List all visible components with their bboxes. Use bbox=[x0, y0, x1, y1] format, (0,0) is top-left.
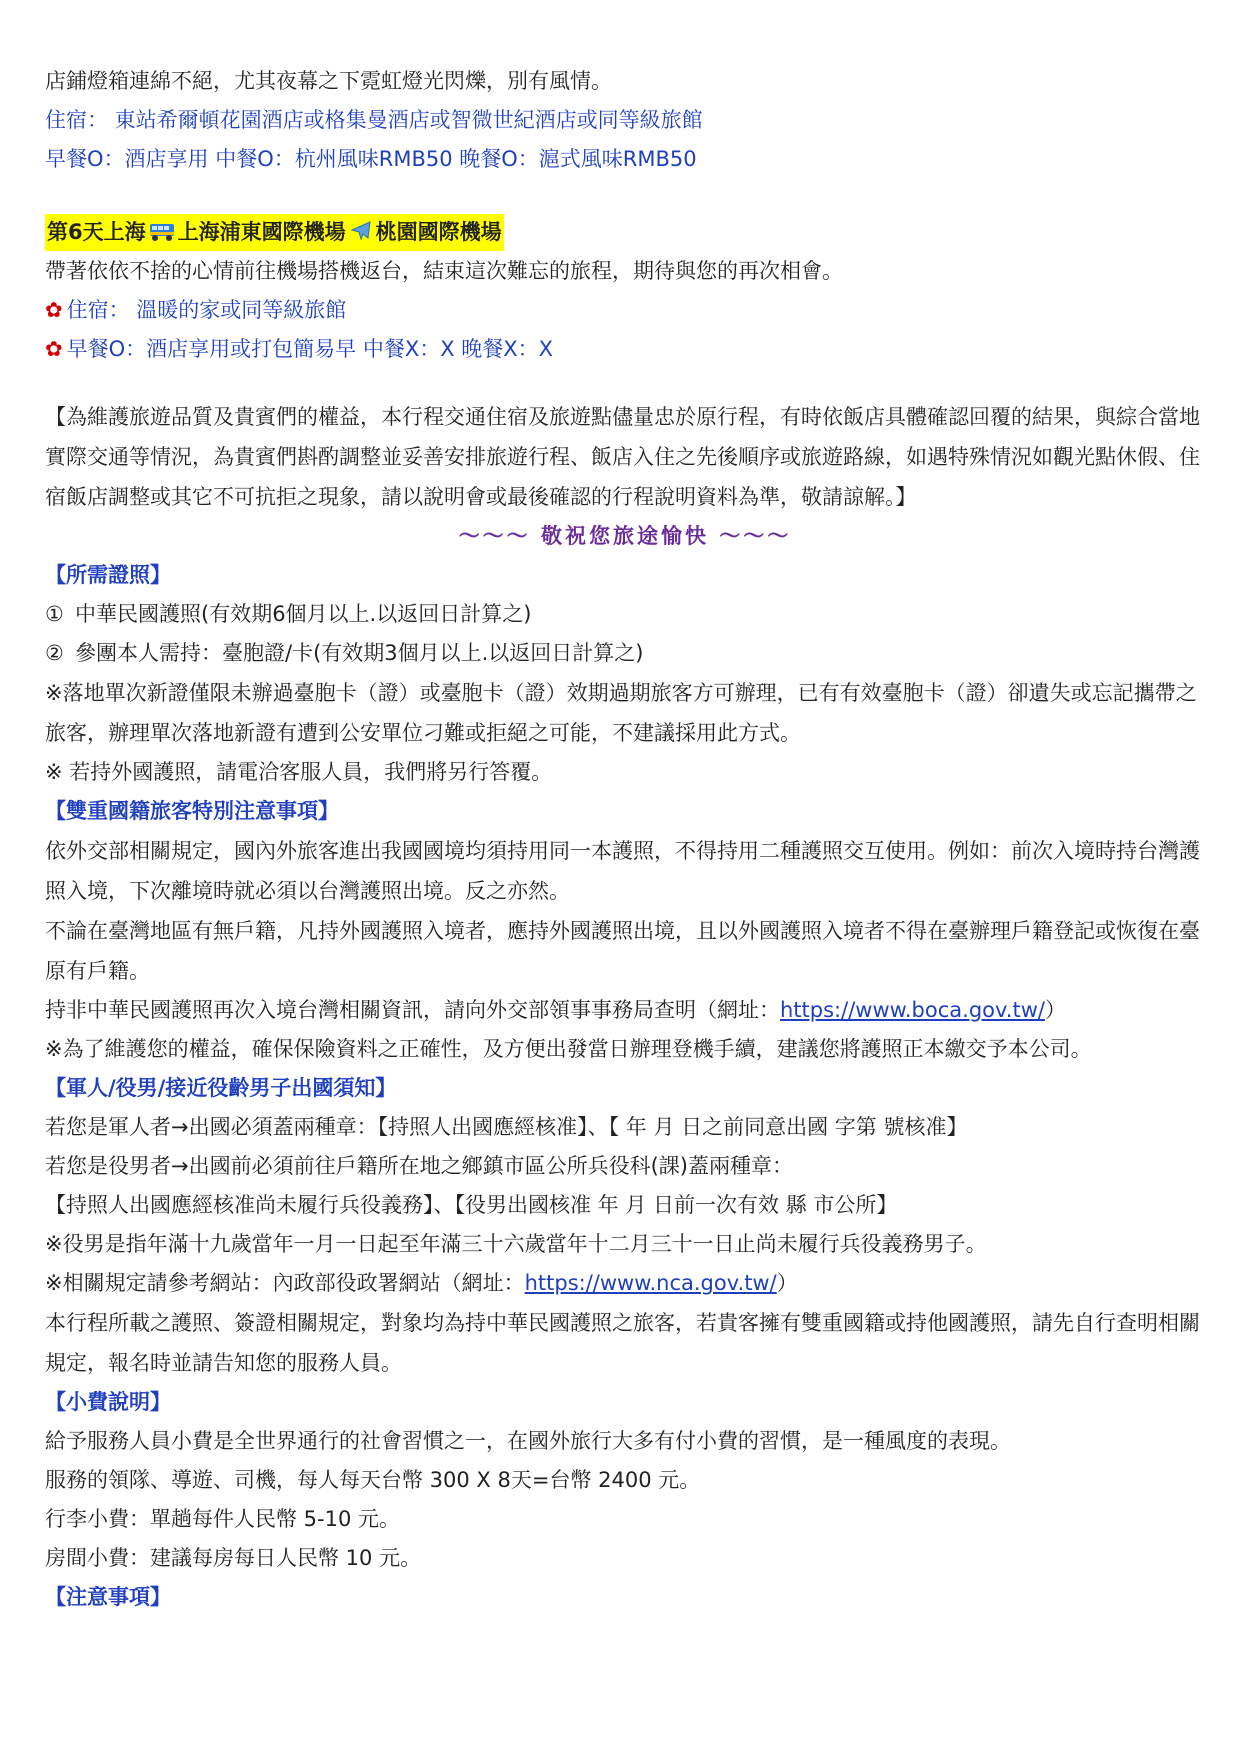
item-number: ① bbox=[45, 602, 64, 626]
day5-description: 店鋪燈箱連綿不絕，尤其夜幕之下霓虹燈光閃爍，別有風情。 bbox=[45, 69, 612, 93]
item-text: 中華民國護照(有效期6個月以上.以返回日計算之) bbox=[75, 602, 532, 626]
dual-paragraph-1: 依外交部相關規定，國內外旅客進出我國國境均須持用同一本護照，不得持用二種護照交互使用。例如：前次入境時持台灣護照入境，下次離境時就必須以台灣護照出境。反之亦然。 bbox=[45, 839, 1200, 903]
day6-title bbox=[45, 214, 504, 251]
tips-line-1: 給予服務人員小費是全世界通行的社會習慣之一，在國外旅行大多有付小費的習慣，是一種風度的表現。 bbox=[45, 1429, 1011, 1453]
documents-item-2 bbox=[45, 634, 1205, 673]
day5-lodging: 住宿： 東站希爾頓花園酒店或格集曼酒店或智微世紀酒店或同等級旅館 bbox=[45, 108, 703, 132]
dual-paragraph-2: 不論在臺灣地區有無戶籍，凡持外國護照入境者，應持外國護照出境，且以外國護照入境者不得在臺辦理戶籍登記或恢復在臺原有戶籍。 bbox=[45, 919, 1200, 983]
bus-icon bbox=[149, 222, 175, 242]
dual-heading: 【雙重國籍旅客特別注意事項】 bbox=[45, 799, 339, 823]
nca-link[interactable]: https://www.nca.gov.tw/ bbox=[524, 1271, 777, 1295]
item-number: ② bbox=[45, 641, 64, 665]
day6-lodging: 住宿： 溫暖的家或同等級旅館 bbox=[66, 298, 347, 322]
airplane-icon bbox=[349, 219, 373, 243]
tips-line-4: 房間小費：建議每房每日人民幣 10 元。 bbox=[45, 1546, 422, 1570]
day6-meals: 早餐O：酒店享用或打包簡易早 中餐X：X 晚餐X：X bbox=[66, 337, 554, 361]
documents-note-2: ※ 若持外國護照，請電洽客服人員，我們將另行答覆。 bbox=[45, 760, 553, 784]
item-text: 參團本人需持：臺胞證/卡(有效期3個月以上.以返回日計算之) bbox=[75, 641, 644, 665]
tips-heading: 【小費說明】 bbox=[45, 1390, 171, 1414]
document-page bbox=[45, 62, 1205, 1617]
military-heading: 【軍人/役男/接近役齡男子出國須知】 bbox=[45, 1076, 397, 1100]
day6-title-part1: 第6天上海 bbox=[47, 220, 146, 244]
military-line-1: 若您是軍人者→出國必須蓋兩種章：【持照人出國應經核准】、【 年 月 日之前同意出國 字第 號核准】 bbox=[45, 1115, 968, 1139]
day6-title-part3: 桃園國際機場 bbox=[375, 220, 502, 244]
text: ※相關規定請參考網站：內政部役政署網站（網址： bbox=[45, 1271, 525, 1295]
documents-item-1 bbox=[45, 595, 1205, 634]
spacer bbox=[45, 179, 1205, 213]
day6-title-row bbox=[45, 213, 1205, 252]
dual-paragraph-4: ※為了維護您的權益，確保保險資料之正確性，及方便出發當日辦理登機手續，建議您將護照正本繳交予本公司。 bbox=[45, 1037, 1092, 1061]
day6-title-part2: 上海浦東國際機場 bbox=[177, 220, 346, 244]
tips-line-3: 行李小費：單趟每件人民幣 5-10 元。 bbox=[45, 1507, 401, 1531]
day6-lodging-row bbox=[45, 291, 1205, 330]
military-line-3: 【持照人出國應經核准尚未履行兵役義務】、【役男出國核准 年 月 日前一次有效 縣 市公所】 bbox=[45, 1193, 898, 1217]
documents-note-1: ※落地單次新證僅限未辦過臺胞卡（證）或臺胞卡（證）效期過期旅客方可辦理，已有有效臺胞卡（證）卻遺失或忘記攜帶之旅客，辦理單次落地新證有遭到公安單位刁難或拒絕之可能，不建議採用此方式。 bbox=[45, 681, 1197, 745]
military-line-6: 本行程所載之護照、簽證相關規定，對象均為持中華民國護照之旅客，若貴客擁有雙重國籍或持他國護照，請先自行查明相關規定，報名時並請告知您的服務人員。 bbox=[45, 1311, 1200, 1375]
day5-meals: 早餐O：酒店享用 中餐O：杭州風味RMB50 晚餐O：滬式風味RMB50 bbox=[45, 147, 697, 171]
notice-text: 【為維護旅遊品質及貴賓們的權益，本行程交通住宿及旅遊點儘量忠於原行程，有時依飯店具體確認回覆的結果，與綜合當地實際交通等情況，為貴賓們斟酌調整並妥善安排旅遊行程、飯店入住之先後順序或旅遊路線，如遇特殊情況如觀光點休假、住宿飯店調整或其它不可抗拒之現象，請以說明會或最後確認的行程說明資料為準，敬請諒解。】 bbox=[45, 405, 1200, 509]
flower-icon: ✿ bbox=[45, 337, 63, 361]
spacer bbox=[45, 369, 1205, 397]
text: ） bbox=[1044, 998, 1066, 1022]
documents-heading: 【所需證照】 bbox=[45, 563, 171, 587]
flower-icon: ✿ bbox=[45, 298, 63, 322]
day6-description: 帶著依依不捨的心情前往機場搭機返台，結束這次難忘的旅程，期待與您的再次相會。 bbox=[45, 259, 843, 283]
military-line-5 bbox=[45, 1264, 1205, 1303]
text: 持非中華民國護照再次入境台灣相關資訊，請向外交部領事事務局查明（網址： bbox=[45, 998, 780, 1022]
day6-meals-row bbox=[45, 330, 1205, 369]
tips-line-2: 服務的領隊、導遊、司機，每人每天台幣 300 X 8天=台幣 2400 元。 bbox=[45, 1468, 701, 1492]
military-line-4: ※役男是指年滿十九歲當年一月一日起至年滿三十六歲當年十二月三十一日止尚未履行兵役義務男子。 bbox=[45, 1232, 987, 1256]
wish-line: ～～～ 敬祝您旅途愉快 ～～～ bbox=[458, 524, 792, 548]
dual-paragraph-3 bbox=[45, 991, 1205, 1030]
text: ） bbox=[776, 1271, 798, 1295]
boca-link[interactable]: https://www.boca.gov.tw/ bbox=[780, 998, 1045, 1022]
military-line-2: 若您是役男者→出國前必須前往戶籍所在地之鄉鎮市區公所兵役科(課)蓋兩種章： bbox=[45, 1154, 793, 1178]
cautions-heading: 【注意事項】 bbox=[45, 1585, 171, 1609]
